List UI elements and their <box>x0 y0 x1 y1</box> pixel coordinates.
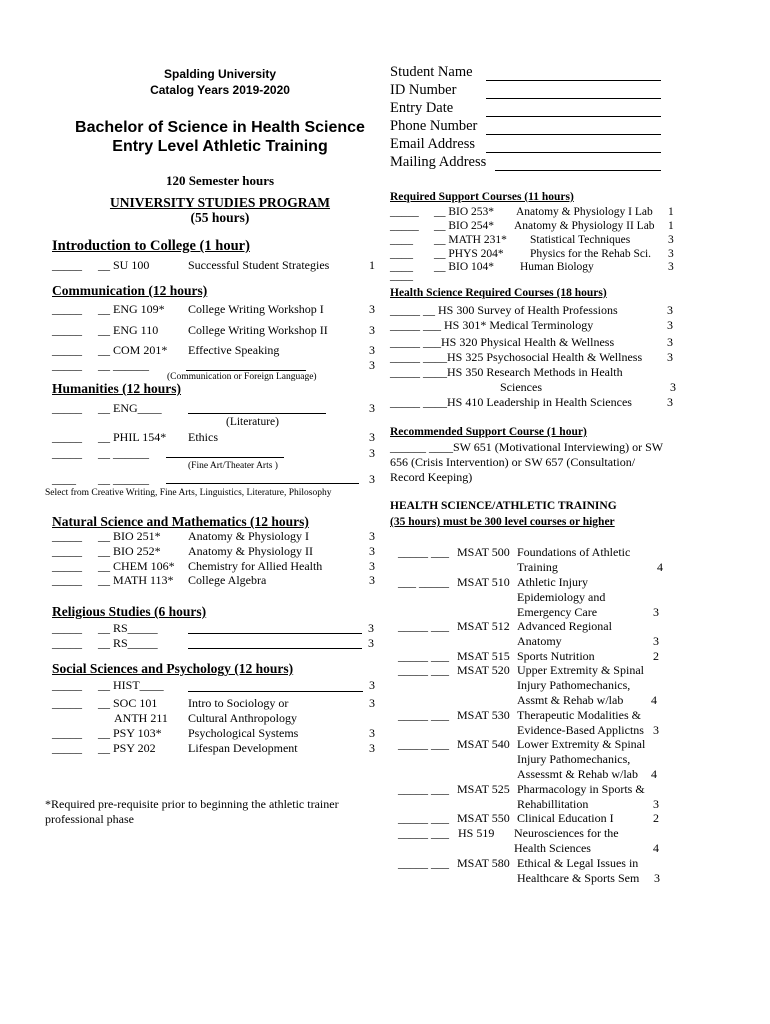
support-section-title: Required Support Courses (11 hours) <box>390 191 574 203</box>
hum-select-line <box>166 483 359 484</box>
recommended-line: 656 (Crisis Intervention) or SW 657 (Consultation/ <box>390 455 636 469</box>
course-row <box>0 430 380 445</box>
student-info-label: Phone Number <box>390 118 478 134</box>
course-name: Chemistry for Allied Health <box>188 559 323 573</box>
course-code: __ SOC 101 <box>98 696 158 710</box>
course-code: MSAT 500 <box>457 545 510 559</box>
course-hours: 1 <box>668 220 674 232</box>
course-hours: 3 <box>653 723 659 737</box>
check-blank[interactable]: _____ <box>52 446 82 460</box>
course-code: __ ENG 110 <box>98 323 159 337</box>
course-name-line: Therapeutic Modalities & <box>517 708 641 722</box>
check-blank[interactable]: _____ <box>52 559 82 573</box>
check-blank[interactable]: _____ ___ <box>398 782 449 796</box>
hs-required-title: Health Science Required Courses (18 hours) <box>390 287 607 299</box>
course-code: __ ______ <box>98 446 149 460</box>
course-code: __ BIO 254* <box>434 220 495 232</box>
course-row <box>0 380 770 395</box>
course-hours: 3 <box>368 621 374 635</box>
course-code: __ ENG 109* <box>98 302 165 316</box>
course-hours: 3 <box>654 871 660 885</box>
course-name: Statistical Techniques <box>530 234 631 246</box>
recommended-line: ______ ____SW 651 (Motivational Interviewing) or SW <box>390 440 664 454</box>
course-hours: 3 <box>653 605 659 619</box>
check-blank[interactable]: ___ _____ <box>398 575 449 589</box>
course-code: __ BIO 252* <box>98 544 161 558</box>
rel-line-1 <box>188 633 362 634</box>
course-name-line: Healthcare & Sports Sem <box>517 871 640 885</box>
track-title: Entry Level Athletic Training <box>112 138 328 155</box>
course-text: _____ ___ HS 301* Medical Terminology <box>390 318 594 332</box>
course-row <box>0 335 770 350</box>
course-name-line: Rehabillitation <box>517 797 589 811</box>
course-name-line: Sports Nutrition <box>517 649 595 663</box>
rel-section-title: Religious Studies (6 hours) <box>52 604 207 619</box>
rel-line-2 <box>188 648 362 649</box>
course-name-line: Athletic Injury <box>517 575 588 589</box>
course-row <box>0 205 770 220</box>
check-blank[interactable]: _____ <box>52 696 82 710</box>
recommended-title: Recommended Support Course (1 hour) <box>390 426 587 438</box>
course-name: Effective Speaking <box>188 343 280 357</box>
university-name: Spalding University <box>163 67 277 81</box>
course-hours: 3 <box>369 696 375 710</box>
check-blank[interactable]: _____ <box>52 401 82 415</box>
course-hours: 2 <box>653 649 659 663</box>
course-text: _____ ____HS 325 Psychosocial Health & Wellness <box>390 350 643 364</box>
course-name-line: Health Sciences <box>514 841 591 855</box>
course-name: College Writing Workshop II <box>188 323 328 337</box>
course-row <box>0 365 770 380</box>
course-text: _____ ____HS 350 Research Methods in Health <box>390 365 623 379</box>
check-blank[interactable]: ____ <box>390 248 413 260</box>
course-code: MSAT 550 <box>457 811 510 825</box>
course-code: __ BIO 104* <box>434 261 495 273</box>
footnote-line-1: *Required pre-requisite prior to beginning the athletic trainer <box>45 797 339 811</box>
course-hours: 4 <box>657 560 663 574</box>
course-hours: 3 <box>369 573 375 587</box>
course-hours: 3 <box>668 234 674 246</box>
support-extra-blank: ____ <box>390 270 413 282</box>
course-hours: 2 <box>653 811 659 825</box>
course-code: MSAT 510 <box>457 575 510 589</box>
check-blank[interactable]: _____ <box>52 323 82 337</box>
check-blank[interactable]: _____ ___ <box>398 826 449 840</box>
student-info-field[interactable] <box>486 80 661 81</box>
course-name-line: Assessmt & Rehab w/lab <box>517 767 638 781</box>
check-blank[interactable]: _____ ___ <box>398 737 449 751</box>
course-name: Anatomy & Physiology I Lab <box>516 206 653 218</box>
check-blank[interactable]: _____ <box>52 636 82 650</box>
course-code: __ PSY 202 <box>98 741 156 755</box>
course-name: College Writing Workshop I <box>188 302 324 316</box>
hum-section-title: Humanities (12 hours) <box>52 381 182 396</box>
check-blank[interactable]: _____ <box>52 358 82 372</box>
course-row <box>0 472 380 487</box>
check-blank[interactable]: ____ <box>52 472 76 486</box>
course-name: Psychological Systems <box>188 726 299 740</box>
course-name-line: Epidemiology and <box>517 590 606 604</box>
course-code: __ MATH 231* <box>434 234 507 246</box>
course-hours: 3 <box>369 401 375 415</box>
check-blank[interactable]: _____ <box>52 726 82 740</box>
check-blank[interactable]: _____ <box>390 206 419 218</box>
comm-note: (Communication or Foreign Language) <box>167 372 317 382</box>
course-name-line: Ethical & Legal Issues in <box>517 856 639 870</box>
course-code: HS 519 <box>458 826 495 840</box>
course-row <box>0 726 380 741</box>
check-blank[interactable]: _____ <box>52 621 82 635</box>
course-hours: 3 <box>668 248 674 260</box>
course-code: __ MATH 113* <box>98 573 174 587</box>
comm-section-title: Communication (12 hours) <box>52 283 208 298</box>
course-code: __ HIST____ <box>98 678 164 692</box>
check-blank[interactable]: _____ ___ <box>398 663 449 677</box>
course-hours: 3 <box>369 741 375 755</box>
course-hours: 3 <box>369 302 375 316</box>
check-blank[interactable]: _____ <box>52 544 82 558</box>
course-code: __ ENG____ <box>98 401 162 415</box>
course-row <box>0 395 770 410</box>
recommended-line: Record Keeping) <box>390 470 473 484</box>
hum-lit-line <box>188 413 326 414</box>
course-hours: 3 <box>369 358 375 372</box>
course-text: Sciences <box>500 380 542 394</box>
course-code: MSAT 580 <box>457 856 510 870</box>
course-name: Intro to Sociology or <box>188 696 289 710</box>
course-name-line: Emergency Care <box>517 605 598 619</box>
student-info-field[interactable] <box>486 152 661 153</box>
student-info-label: Email Address <box>390 136 475 152</box>
course-hours: 3 <box>369 678 375 692</box>
course-name-line: Clinical Education I <box>517 811 614 825</box>
course-hours: 4 <box>653 841 659 855</box>
course-code: __ RS_____ <box>98 621 158 635</box>
course-hours: 3 <box>369 559 375 573</box>
course-hours: 1 <box>668 206 674 218</box>
course-code: ANTH 211 <box>114 711 168 725</box>
course-name: Physics for the Rehab Sci. <box>530 248 652 260</box>
hum-lit-note: (Literature) <box>226 416 279 428</box>
course-name-line: Foundations of Athletic <box>517 545 631 559</box>
course-text: _____ ____HS 410 Leadership in Health Sciences <box>390 395 632 409</box>
course-hours: 3 <box>667 395 673 409</box>
course-hours: 3 <box>670 380 676 394</box>
course-hours: 3 <box>653 634 659 648</box>
check-blank[interactable]: _____ <box>52 678 82 692</box>
check-blank[interactable]: ____ <box>390 234 413 246</box>
course-hours: 3 <box>368 636 374 650</box>
student-info-field[interactable] <box>486 134 661 135</box>
course-hours: 3 <box>653 797 659 811</box>
course-name-line: Training <box>517 560 558 574</box>
course-code: __ PSY 103* <box>98 726 162 740</box>
course-row <box>0 559 380 574</box>
course-code: __ RS_____ <box>98 636 158 650</box>
course-name-line: Upper Extremity & Spinal <box>517 663 644 677</box>
course-code: __ ______ <box>98 358 149 372</box>
course-hours: 3 <box>667 303 673 317</box>
course-name-line: Anatomy <box>517 634 562 648</box>
course-code: __ COM 201* <box>98 343 168 357</box>
check-blank[interactable]: _____ ___ <box>398 649 449 663</box>
usp-title: UNIVERSITY STUDIES PROGRAM <box>109 195 331 210</box>
course-code: MSAT 512 <box>457 619 510 633</box>
check-blank[interactable]: _____ ___ <box>398 619 449 633</box>
nat-section-title: Natural Science and Mathematics (12 hours) <box>52 514 309 529</box>
course-hours: 3 <box>667 318 673 332</box>
course-hours: 3 <box>667 350 673 364</box>
check-blank[interactable]: _____ ___ <box>398 811 449 825</box>
course-name-line: Neurosciences for the <box>514 826 619 840</box>
student-info-label: Entry Date <box>390 100 454 116</box>
hum-select-note: Select from Creative Writing, Fine Arts, Linguistics, Literature, Philosophy <box>45 488 332 498</box>
course-hours: 3 <box>369 323 375 337</box>
hum-fine-note: (Fine Art/Theater Arts ) <box>188 461 278 471</box>
course-hours: 3 <box>369 726 375 740</box>
course-code: __ PHYS 204* <box>434 248 504 260</box>
course-name-line: Evidence-Based Applictns <box>517 723 644 737</box>
course-row <box>0 260 770 275</box>
course-code: __ PHIL 154* <box>98 430 167 444</box>
check-blank[interactable]: _____ <box>52 343 82 357</box>
semester-hours: 120 Semester hours <box>165 173 275 188</box>
course-name: Successful Student Strategies <box>188 258 330 272</box>
check-blank[interactable]: ____ <box>390 261 413 273</box>
course-hours: 3 <box>369 544 375 558</box>
course-hours: 3 <box>369 430 375 444</box>
course-name-line: Injury Pathomechanics, <box>517 678 631 692</box>
course-code: MSAT 525 <box>457 782 510 796</box>
course-code: MSAT 520 <box>457 663 510 677</box>
course-name: Anatomy & Physiology II Lab <box>514 220 655 232</box>
check-blank[interactable]: _____ <box>390 220 419 232</box>
course-code: __ SU 100 <box>98 258 150 272</box>
course-row <box>0 573 380 588</box>
course-name-line: Lower Extremity & Spinal <box>517 737 646 751</box>
course-name-line: Assmt & Rehab w/lab <box>517 693 624 707</box>
course-row <box>0 318 770 333</box>
course-name: College Algebra <box>188 573 267 587</box>
course-hours: 1 <box>369 258 375 272</box>
course-row <box>0 219 770 234</box>
course-name: Ethics <box>188 430 218 444</box>
course-code: MSAT 540 <box>457 737 510 751</box>
check-blank[interactable]: _____ ___ <box>398 856 449 870</box>
course-hours: 3 <box>667 335 673 349</box>
usp-hours: (55 hours) <box>190 210 250 225</box>
student-info-field[interactable] <box>486 116 661 117</box>
student-info-field[interactable] <box>486 98 661 99</box>
course-row <box>0 303 770 318</box>
course-row <box>0 350 770 365</box>
course-hours: 3 <box>369 343 375 357</box>
course-name-line: Injury Pathomechanics, <box>517 752 631 766</box>
course-hours: 4 <box>651 693 657 707</box>
degree-title: Bachelor of Science in Health Science <box>75 119 365 136</box>
course-hours: 3 <box>668 261 674 273</box>
course-name-line: Pharmacology in Sports & <box>517 782 645 796</box>
footnote-line-2: professional phase <box>45 812 134 826</box>
course-code: __ BIO 253* <box>434 206 495 218</box>
catalog-years: Catalog Years 2019-2020 <box>150 83 290 97</box>
course-row <box>0 696 380 711</box>
check-blank[interactable]: _____ <box>52 430 82 444</box>
check-blank[interactable]: _____ ___ <box>398 708 449 722</box>
course-row <box>0 529 380 544</box>
student-info-label: ID Number <box>390 82 457 98</box>
course-hours: 4 <box>651 767 657 781</box>
course-hours: 3 <box>369 529 375 543</box>
check-blank[interactable]: _____ ___ <box>398 545 449 559</box>
student-info-label: Student Name <box>390 64 473 80</box>
course-code: __ ______ <box>98 472 149 486</box>
course-text: _____ __ HS 300 Survey of Health Professions <box>390 303 618 317</box>
student-info-label: Mailing Address <box>390 154 487 170</box>
course-name: Lifespan Development <box>188 741 298 755</box>
course-code: __ CHEM 106* <box>98 559 175 573</box>
course-name: Anatomy & Physiology II <box>188 544 313 558</box>
course-row <box>0 711 380 726</box>
course-hours: 3 <box>369 446 375 460</box>
check-blank[interactable]: _____ <box>52 529 82 543</box>
course-row <box>0 544 380 559</box>
course-name: Cultural Anthropology <box>188 711 297 725</box>
course-text: _____ ___HS 320 Physical Health & Wellness <box>390 335 615 349</box>
course-name-line: Advanced Regional <box>517 619 612 633</box>
course-name: Human Biology <box>520 261 594 273</box>
intro-section-title: Introduction to College (1 hour) <box>52 238 250 254</box>
soc-hist-line <box>188 691 363 692</box>
student-info-field[interactable] <box>495 170 661 171</box>
course-hours: 3 <box>369 472 375 486</box>
check-blank[interactable]: _____ <box>52 741 82 755</box>
at-subtitle: (35 hours) must be 300 level courses or higher <box>390 516 615 528</box>
course-code: MSAT 530 <box>457 708 510 722</box>
course-row <box>0 741 380 756</box>
check-blank[interactable]: _____ <box>52 573 82 587</box>
course-row <box>0 233 770 248</box>
course-row <box>0 446 380 461</box>
check-blank[interactable]: _____ <box>52 258 82 272</box>
at-title: HEALTH SCIENCE/ATHLETIC TRAINING <box>390 500 617 512</box>
soc-section-title: Social Sciences and Psychology (12 hours) <box>52 661 294 676</box>
hum-fine-line <box>166 457 284 458</box>
course-name: Anatomy & Physiology I <box>188 529 310 543</box>
course-code: MSAT 515 <box>457 649 510 663</box>
check-blank[interactable]: _____ <box>52 302 82 316</box>
course-code: __ BIO 251* <box>98 529 161 543</box>
